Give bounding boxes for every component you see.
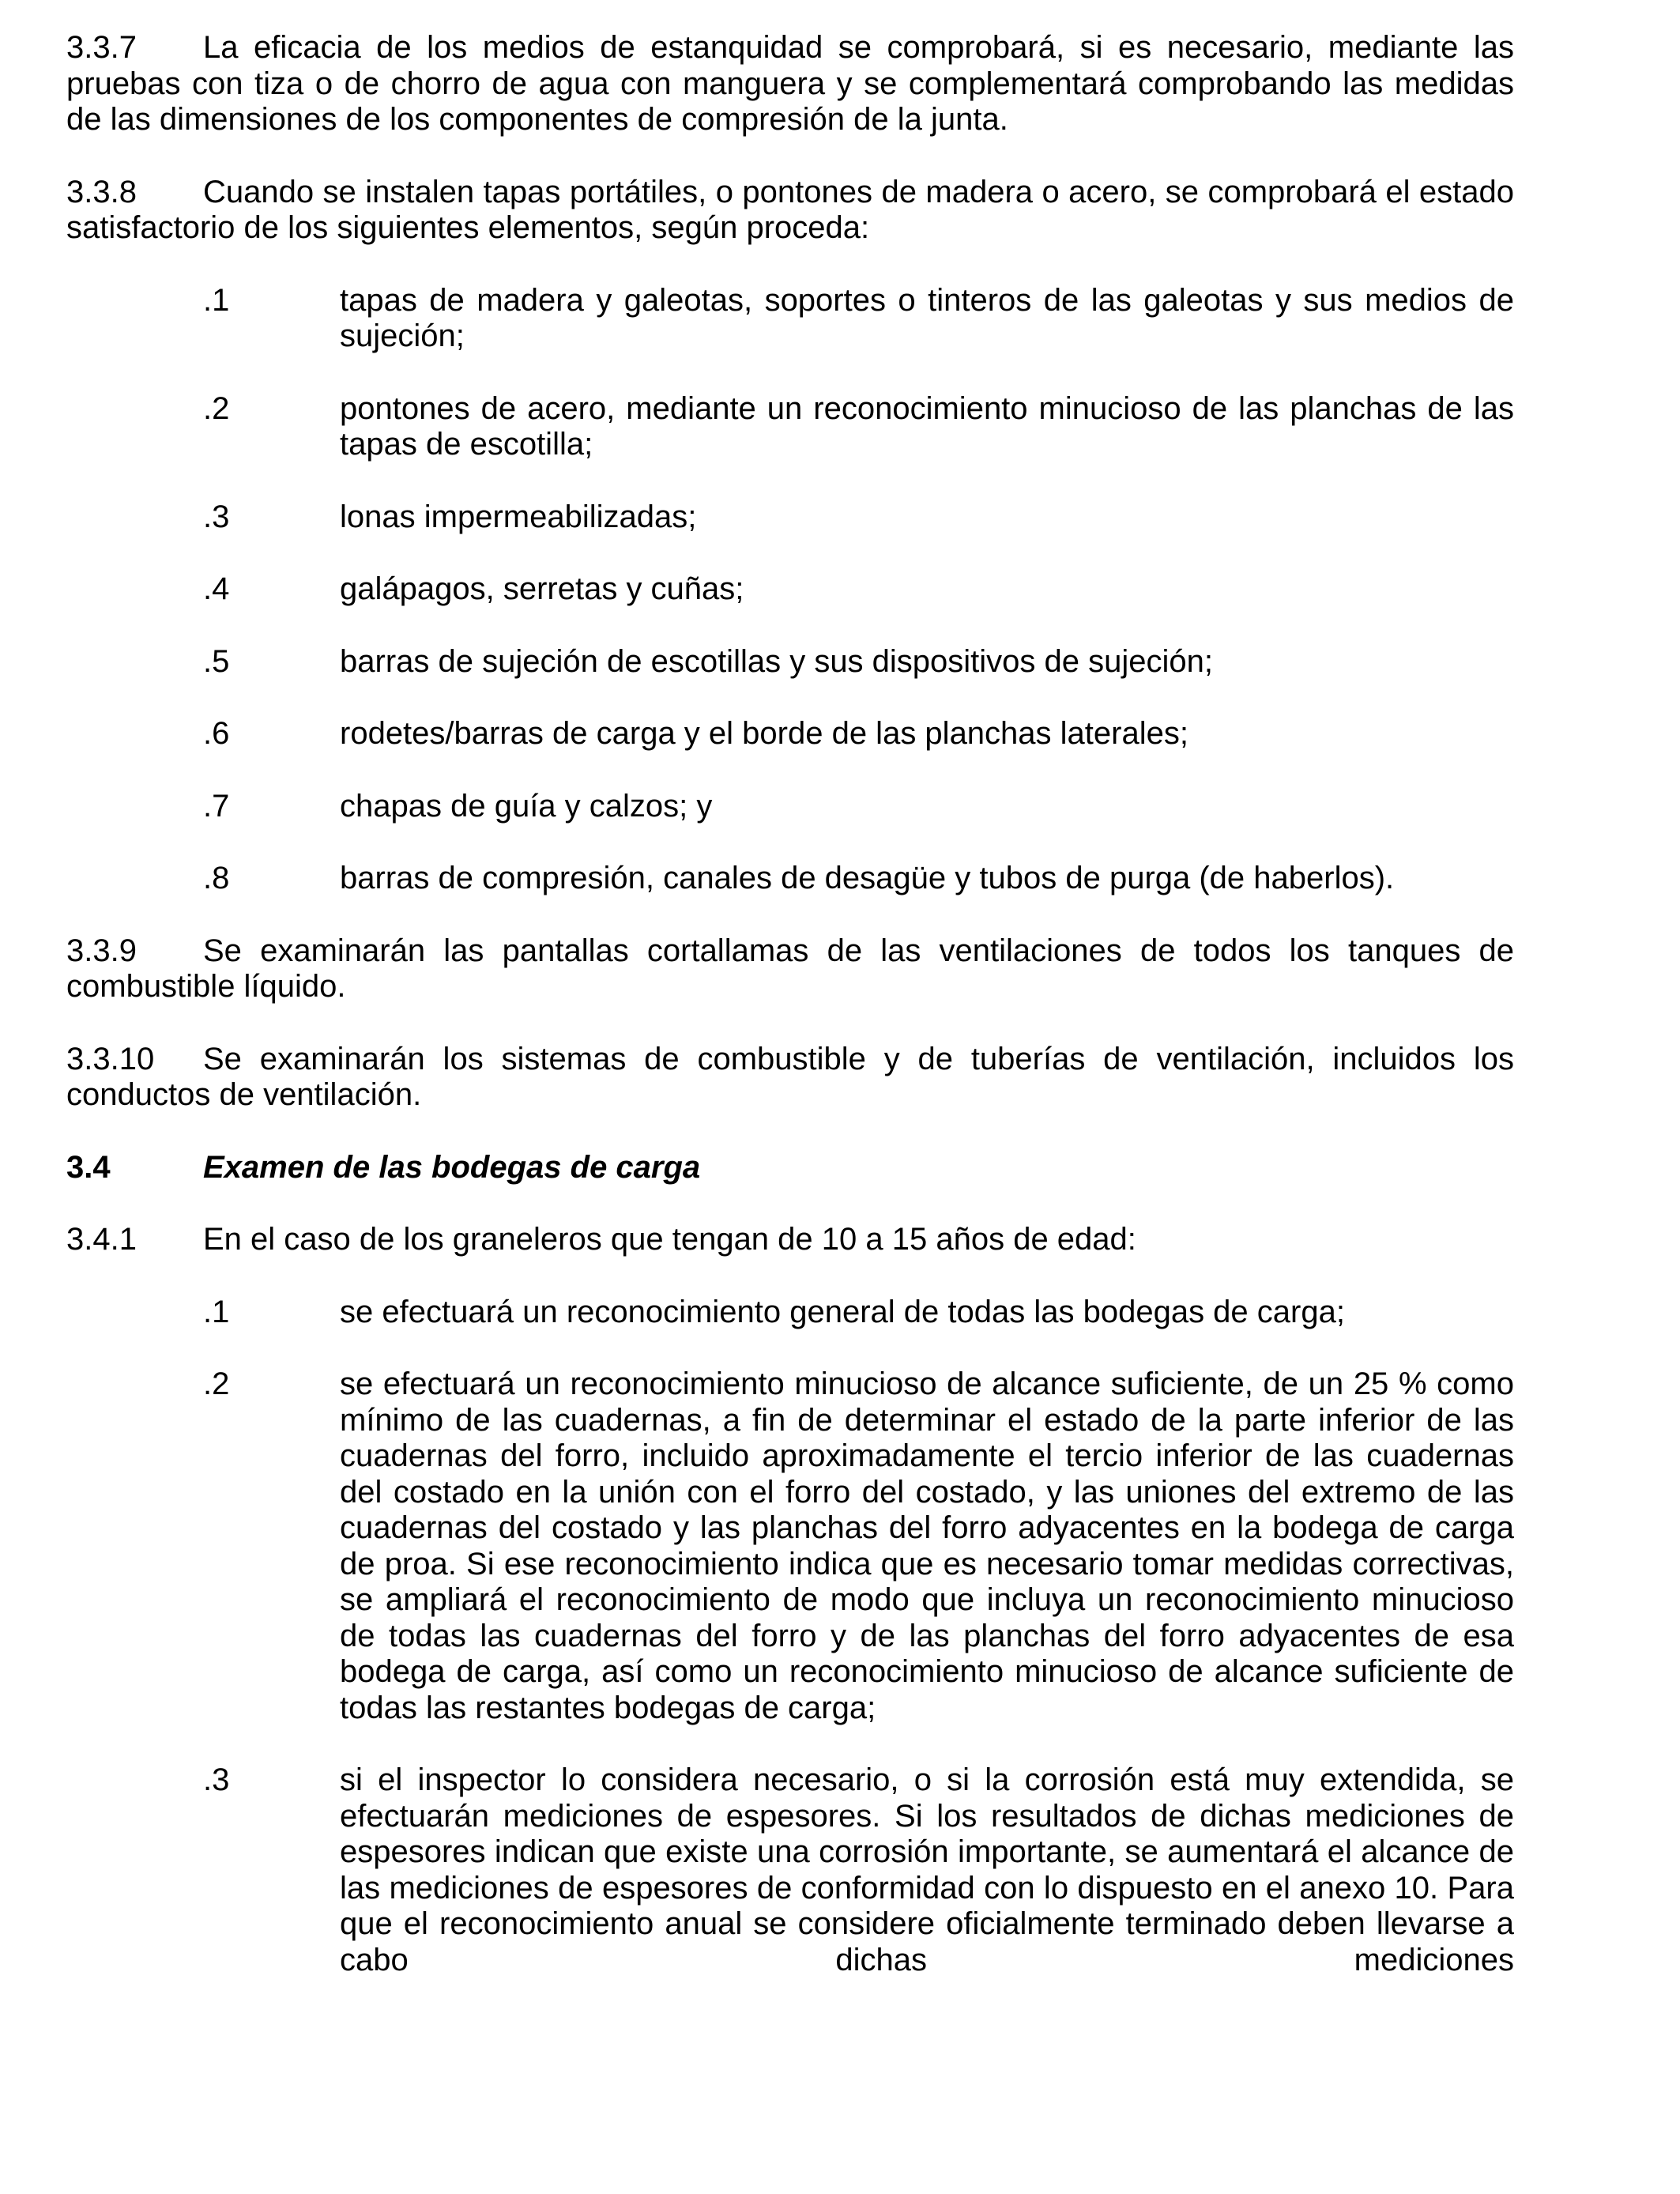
list-item-text: se efectuará un reconocimiento general de todas las bodegas de carga; — [340, 1294, 1345, 1329]
list-item-text: rodetes/barras de carga y el borde de las planchas laterales; — [340, 716, 1188, 751]
document-page — [66, 30, 1514, 2015]
list-item-text: pontones de acero, mediante un reconocimiento minucioso de las planchas de las tapas de escotilla; — [340, 390, 1514, 462]
list-item — [66, 1762, 1514, 1978]
list-item — [66, 391, 1514, 463]
section-number: 3.4 — [66, 1149, 111, 1185]
list-marker: .1 — [203, 1294, 230, 1329]
paragraph-number: 3.3.7 — [66, 30, 137, 65]
paragraph-number: 3.3.10 — [66, 1041, 155, 1076]
paragraph-3-4-1 — [66, 1222, 1514, 1258]
list-item-text: barras de sujeción de escotillas y sus dispositivos de sujeción; — [340, 643, 1214, 679]
paragraph-3-3-8 — [66, 175, 1514, 247]
paragraph-3-3-7 — [66, 30, 1514, 138]
list-item — [66, 1367, 1514, 1726]
paragraph-number: 3.3.9 — [66, 933, 137, 968]
list-item — [66, 499, 1514, 536]
section-heading-3-4 — [66, 1150, 1514, 1186]
paragraph-text: En el caso de los graneleros que tengan de 10 a 15 años de edad: — [203, 1222, 1136, 1257]
list-item — [66, 644, 1514, 680]
paragraph-text: Cuando se instalen tapas portátiles, o pontones de madera o acero, se comprobará el estado satisfactorio de los siguientes elementos, según proceda: — [66, 174, 1514, 245]
list-item-text: chapas de guía y calzos; y — [340, 788, 713, 824]
list-item — [66, 861, 1514, 897]
paragraph-number: 3.3.8 — [66, 174, 137, 209]
paragraph-text: Se examinarán las pantallas cortallamas de las ventilaciones de todos los tanques de combustible líquido. — [66, 933, 1514, 1004]
list-3-3-8 — [66, 283, 1514, 897]
list-marker: .7 — [203, 788, 230, 824]
list-item — [66, 789, 1514, 825]
list-3-4-1 — [66, 1295, 1514, 1979]
list-item — [66, 1295, 1514, 1331]
list-item-text: galápagos, serretas y cuñas; — [340, 571, 744, 606]
paragraph-3-3-10 — [66, 1042, 1514, 1114]
paragraph-number: 3.4.1 — [66, 1222, 137, 1257]
list-item-text: tapas de madera y galeotas, soportes o tinteros de las galeotas y sus medios de sujeción; — [340, 282, 1514, 353]
list-marker: .4 — [203, 571, 230, 606]
list-item — [66, 716, 1514, 752]
list-marker: .8 — [203, 861, 230, 895]
list-marker: .3 — [203, 499, 230, 534]
list-item — [66, 571, 1514, 608]
list-marker: .1 — [203, 282, 230, 318]
list-item-text: se efectuará un reconocimiento minucioso de alcance suficiente, de un 25 % como mínimo de las cuadernas, a fin de determinar el estado de la parte inferior de las cuadernas del forro, incluido aproximadamente el tercio inferior de las cuadernas del costado en la unión con el forro del costado, y las uniones del extremo de las cuadernas del costado y las planchas del forro adyacentes en la bodega de carga de proa. Si ese reconocimiento indica que es necesario tomar medidas correctivas, se ampliará el reconocimiento de modo que incluya un reconocimiento minucioso de todas las cuadernas del forro y de las planchas del forro adyacentes de esa bodega de carga, así como un reconocimiento minucioso de alcance suficiente de todas las restantes bodegas de carga; — [340, 1367, 1514, 1725]
list-marker: .2 — [203, 1367, 230, 1401]
list-item — [66, 283, 1514, 355]
section-title: Examen de las bodegas de carga — [203, 1149, 701, 1185]
list-marker: .5 — [203, 643, 230, 679]
list-item-text: barras de compresión, canales de desagüe y tubos de purga (de haberlos). — [340, 861, 1395, 895]
list-marker: .6 — [203, 716, 230, 751]
list-item-text: si el inspector lo considera necesario, o si la corrosión está muy extendida, se efectuarán mediciones de espesores. Si los resultados de dichas mediciones de espesores indican que existe una corrosión importante, se aumentará el alcance de las mediciones de espesores de conformidad con lo dispuesto en el anexo 10. Para que el reconocimiento anual se considere oficialmente terminado deben llevarse a cabo dichas mediciones — [340, 1762, 1514, 1977]
paragraph-text: La eficacia de los medios de estanquidad se comprobará, si es necesario, mediante las pruebas con tiza o de chorro de agua con manguera y se complementará comprobando las medidas de las dimensiones de los componentes de compresión de la junta. — [66, 30, 1514, 137]
list-marker: .3 — [203, 1762, 230, 1797]
paragraph-text: Se examinarán los sistemas de combustible y de tuberías de ventilación, incluidos los conductos de ventilación. — [66, 1041, 1514, 1112]
list-item-text: lonas impermeabilizadas; — [340, 499, 697, 534]
list-marker: .2 — [203, 390, 230, 426]
paragraph-3-3-9 — [66, 933, 1514, 1005]
